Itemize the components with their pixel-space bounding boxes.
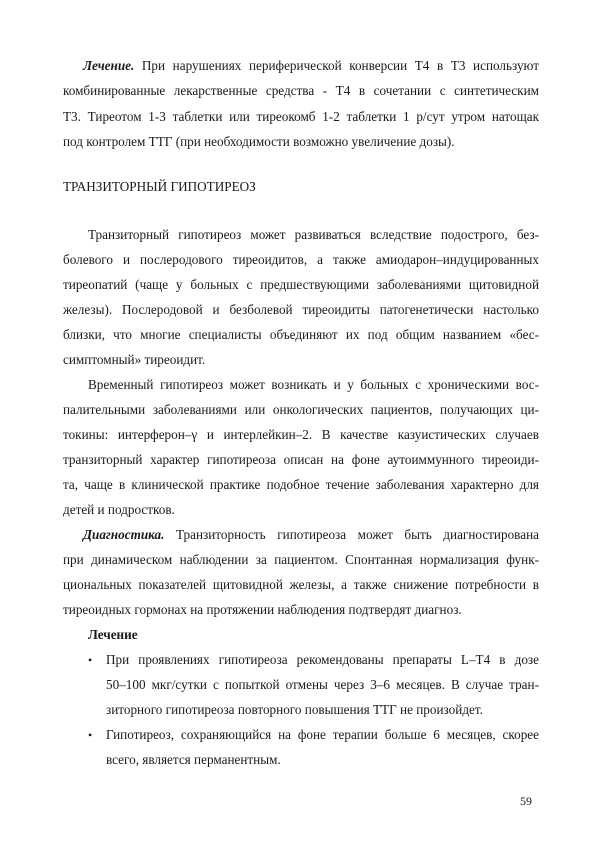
para4-line3: циональных показателей щитовидной железы, а также снижение потребности в bbox=[63, 577, 539, 592]
para2-line1: Транзиторный гипотиреоз может развиваться вследствие подострого, без- bbox=[88, 227, 539, 242]
para2-line4: железы). Послеродовой и безболевой тиреоидиты патогенетически настолько bbox=[63, 302, 539, 317]
page-number: 59 bbox=[520, 794, 532, 808]
para4-line1-text: Транзиторность гипотиреоза может быть диагностирована bbox=[164, 527, 539, 542]
section-title: ТРАНЗИТОРНЫЙ ГИПОТИРЕОЗ bbox=[63, 179, 256, 194]
para2-line2: болевого и послеродового тиреоидитов, а также амиодарон–индуцированных bbox=[63, 252, 539, 267]
para3-line4: транзиторный характер гипотиреоза описан на фоне аутоиммунного тиреоиди- bbox=[63, 452, 539, 467]
bullet2-line2: всего, является перманентным. bbox=[106, 752, 281, 767]
para2-line6: симптомный» тиреоидит. bbox=[63, 352, 206, 367]
para1-line3: Т3. Тиреотом 1-3 таблетки или тиреокомб 1-2 таблетки 1 р/сут утром натощак bbox=[63, 109, 539, 124]
para4-line1 bbox=[83, 527, 539, 543]
bullet1-line3: зиторного гипотиреоза повторного повышения ТТГ не произойдет. bbox=[106, 702, 483, 717]
para3-line2: палительными заболеваниями или онкологических пациентов, получающих ци- bbox=[63, 402, 539, 417]
para3-line3: токины: интерферон–γ и интерлейкин–2. В качестве казуистических случаев bbox=[63, 427, 539, 442]
bullet-marker-2: • bbox=[88, 728, 93, 742]
para1-line1-text: При нарушениях периферической конверсии Т4 в Т3 используют bbox=[134, 58, 539, 73]
para1-line4: под контролем ТТГ (при необходимости возможно увеличение дозы). bbox=[63, 134, 455, 149]
para3-line1: Временный гипотиреоз может возникать и у больных с хроническими вос- bbox=[88, 377, 539, 392]
para2-line3: тиреопатий (чаще у больных с предшествующими заболеваниями щитовидной bbox=[63, 277, 539, 292]
para2-line5: близки, что многие специалисты объединяют их под общим названием «бес- bbox=[63, 327, 539, 342]
para3-line5: та, чаще в клинической практике подобное течение заболевания характерно для bbox=[63, 477, 539, 492]
para3-line6: детей и подростков. bbox=[63, 502, 175, 517]
bullet1-line1: При проявлениях гипотиреоза рекомендованы препараты L–T4 в дозе bbox=[106, 652, 539, 667]
para4-line2: при динамическом наблюдении за пациентом. Спонтанная нормализация функ- bbox=[63, 552, 539, 567]
bullet1-line2: 50–100 мкг/сутки с попыткой отмены через 3–6 месяцев. В случае тран- bbox=[106, 677, 539, 692]
treatment-heading: Лечение bbox=[88, 627, 138, 642]
bullet-marker-1: • bbox=[88, 653, 93, 667]
para1-line1 bbox=[83, 58, 539, 74]
para1-heading: Лечение. bbox=[83, 58, 135, 73]
para4-heading: Диагностика. bbox=[83, 527, 165, 542]
para4-line4: тиреоидных гормонах на протяжении наблюдения подтвердят диагноз. bbox=[63, 602, 462, 617]
para1-line2: комбинированные лекарственные средства - Т4 в сочетании с синтетическим bbox=[63, 83, 539, 98]
bullet2-line1: Гипотиреоз, сохраняющийся на фоне терапии больше 6 месяцев, скорее bbox=[106, 727, 539, 742]
